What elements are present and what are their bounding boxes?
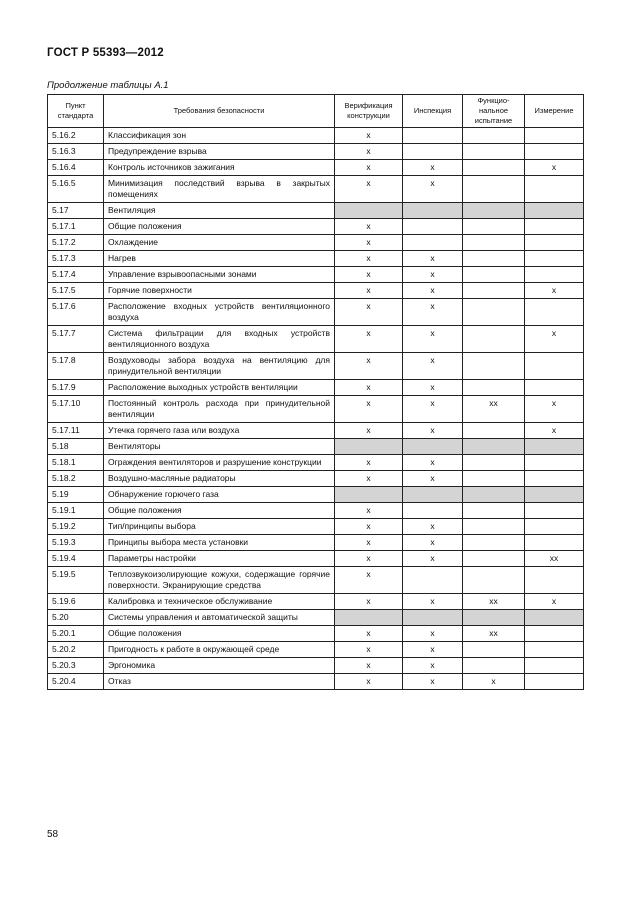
clause-number: 5.16.2 xyxy=(48,128,104,144)
inspection-mark: x xyxy=(403,519,463,535)
measurement-mark xyxy=(525,144,584,160)
requirement-text: Расположение входных устройств вентиляционного воздуха xyxy=(104,299,335,326)
requirement-text: Ограждения вентиляторов и разрушение конструкции xyxy=(104,455,335,471)
requirement-text: Утечка горячего газа или воздуха xyxy=(104,423,335,439)
measurement-mark: x xyxy=(525,594,584,610)
inspection-mark: x xyxy=(403,267,463,283)
clause-number: 5.19.2 xyxy=(48,519,104,535)
requirement-text: Калибровка и техническое обслуживание xyxy=(104,594,335,610)
inspection-mark: x xyxy=(403,642,463,658)
functional-test-mark xyxy=(463,380,525,396)
design-verification-mark: x xyxy=(335,658,403,674)
requirement-text: Отказ xyxy=(104,674,335,690)
requirement-text: Минимизация последствий взрыва в закрытых помещениях xyxy=(104,176,335,203)
functional-test-mark: xx xyxy=(463,594,525,610)
design-verification-mark: x xyxy=(335,674,403,690)
requirement-text: Общие положения xyxy=(104,503,335,519)
design-verification-mark: x xyxy=(335,160,403,176)
table-row xyxy=(48,176,584,203)
functional-test-mark xyxy=(463,471,525,487)
table-row xyxy=(48,283,584,299)
table-caption: Продолжение таблицы А.1 xyxy=(47,80,169,91)
table-row xyxy=(48,251,584,267)
clause-number: 5.17.3 xyxy=(48,251,104,267)
functional-test-mark xyxy=(463,423,525,439)
design-verification-mark: x xyxy=(335,353,403,380)
requirement-text: Тип/принципы выбора xyxy=(104,519,335,535)
table-row xyxy=(48,551,584,567)
table-row xyxy=(48,396,584,423)
functional-test-mark xyxy=(463,160,525,176)
inspection-mark: x xyxy=(403,251,463,267)
measurement-mark: x xyxy=(525,283,584,299)
design-verification-mark: x xyxy=(335,642,403,658)
inspection-mark: x xyxy=(403,176,463,203)
requirement-text: Обнаружение горючего газа xyxy=(104,487,335,503)
requirements-table xyxy=(47,94,584,690)
design-verification-mark: x xyxy=(335,267,403,283)
design-verification-mark: x xyxy=(335,380,403,396)
design-verification-mark: x xyxy=(335,219,403,235)
inspection-mark xyxy=(403,487,463,503)
clause-number: 5.17.10 xyxy=(48,396,104,423)
requirement-text: Пригодность к работе в окружающей среде xyxy=(104,642,335,658)
design-verification-mark: x xyxy=(335,594,403,610)
functional-test-mark xyxy=(463,455,525,471)
inspection-mark: x xyxy=(403,299,463,326)
inspection-mark xyxy=(403,219,463,235)
measurement-mark xyxy=(525,353,584,380)
measurement-mark xyxy=(525,610,584,626)
functional-test-mark xyxy=(463,551,525,567)
functional-test-mark xyxy=(463,176,525,203)
clause-number: 5.18 xyxy=(48,439,104,455)
table-row xyxy=(48,674,584,690)
inspection-mark xyxy=(403,610,463,626)
measurement-mark xyxy=(525,128,584,144)
clause-number: 5.17.2 xyxy=(48,235,104,251)
measurement-mark: x xyxy=(525,326,584,353)
clause-number: 5.17.5 xyxy=(48,283,104,299)
design-verification-mark: x xyxy=(335,176,403,203)
functional-test-mark xyxy=(463,128,525,144)
col-header-measurement: Измерение xyxy=(525,95,584,128)
measurement-mark xyxy=(525,251,584,267)
requirement-text: Система фильтрации для входных устройств вентиляционного воздуха xyxy=(104,326,335,353)
requirement-text: Охлаждение xyxy=(104,235,335,251)
functional-test-mark xyxy=(463,267,525,283)
measurement-mark xyxy=(525,503,584,519)
col-header-requirements: Требования безопасности xyxy=(104,95,335,128)
clause-number: 5.19.1 xyxy=(48,503,104,519)
table-header-row xyxy=(48,95,584,128)
design-verification-mark: x xyxy=(335,535,403,551)
inspection-mark: x xyxy=(403,326,463,353)
requirement-text: Нагрев xyxy=(104,251,335,267)
measurement-mark xyxy=(525,535,584,551)
table-row xyxy=(48,219,584,235)
measurement-mark: x xyxy=(525,396,584,423)
measurement-mark: x xyxy=(525,423,584,439)
inspection-mark: x xyxy=(403,455,463,471)
requirement-text: Воздуховоды забора воздуха на вентиляцию для принудительной вентиляции xyxy=(104,353,335,380)
section-row xyxy=(48,487,584,503)
table-row xyxy=(48,160,584,176)
table-row xyxy=(48,594,584,610)
functional-test-mark xyxy=(463,503,525,519)
functional-test-mark xyxy=(463,251,525,267)
clause-number: 5.16.4 xyxy=(48,160,104,176)
measurement-mark xyxy=(525,471,584,487)
inspection-mark: x xyxy=(403,658,463,674)
inspection-mark: x xyxy=(403,396,463,423)
design-verification-mark: x xyxy=(335,396,403,423)
design-verification-mark xyxy=(335,610,403,626)
design-verification-mark: x xyxy=(335,503,403,519)
clause-number: 5.17.1 xyxy=(48,219,104,235)
clause-number: 5.17.7 xyxy=(48,326,104,353)
table-row xyxy=(48,423,584,439)
measurement-mark xyxy=(525,658,584,674)
table-row xyxy=(48,144,584,160)
clause-number: 5.16.3 xyxy=(48,144,104,160)
functional-test-mark xyxy=(463,326,525,353)
table-row xyxy=(48,353,584,380)
clause-number: 5.17 xyxy=(48,203,104,219)
requirement-text: Предупреждение взрыва xyxy=(104,144,335,160)
design-verification-mark: x xyxy=(335,626,403,642)
requirement-text: Теплозвукоизолирующие кожухи, содержащие горячие поверхности. Экранирующие средства xyxy=(104,567,335,594)
measurement-mark xyxy=(525,267,584,283)
inspection-mark xyxy=(403,203,463,219)
section-row xyxy=(48,610,584,626)
col-header-inspection: Инспекция xyxy=(403,95,463,128)
inspection-mark: x xyxy=(403,353,463,380)
requirement-text: Общие положения xyxy=(104,626,335,642)
functional-test-mark xyxy=(463,203,525,219)
inspection-mark: x xyxy=(403,551,463,567)
clause-number: 5.17.11 xyxy=(48,423,104,439)
clause-number: 5.20.1 xyxy=(48,626,104,642)
measurement-mark xyxy=(525,380,584,396)
design-verification-mark xyxy=(335,439,403,455)
measurement-mark xyxy=(525,219,584,235)
requirement-text: Эргономика xyxy=(104,658,335,674)
requirement-text: Горячие поверхности xyxy=(104,283,335,299)
clause-number: 5.19 xyxy=(48,487,104,503)
inspection-mark: x xyxy=(403,160,463,176)
design-verification-mark: x xyxy=(335,471,403,487)
inspection-mark: x xyxy=(403,594,463,610)
requirement-text: Контроль источников зажигания xyxy=(104,160,335,176)
functional-test-mark xyxy=(463,658,525,674)
inspection-mark xyxy=(403,128,463,144)
functional-test-mark: xx xyxy=(463,626,525,642)
measurement-mark xyxy=(525,519,584,535)
inspection-mark: x xyxy=(403,471,463,487)
requirement-text: Параметры настройки xyxy=(104,551,335,567)
clause-number: 5.17.6 xyxy=(48,299,104,326)
requirement-text: Системы управления и автоматической защиты xyxy=(104,610,335,626)
functional-test-mark xyxy=(463,439,525,455)
inspection-mark xyxy=(403,567,463,594)
functional-test-mark xyxy=(463,283,525,299)
functional-test-mark xyxy=(463,519,525,535)
clause-number: 5.18.2 xyxy=(48,471,104,487)
inspection-mark: x xyxy=(403,535,463,551)
table-row xyxy=(48,503,584,519)
table-row xyxy=(48,128,584,144)
measurement-mark xyxy=(525,235,584,251)
measurement-mark xyxy=(525,299,584,326)
requirement-text: Классификация зон xyxy=(104,128,335,144)
table-row xyxy=(48,326,584,353)
requirement-text: Вентиляторы xyxy=(104,439,335,455)
clause-number: 5.19.5 xyxy=(48,567,104,594)
clause-number: 5.19.6 xyxy=(48,594,104,610)
requirement-text: Воздушно-масляные радиаторы xyxy=(104,471,335,487)
document-title: ГОСТ Р 55393—2012 xyxy=(47,47,164,59)
clause-number: 5.19.3 xyxy=(48,535,104,551)
table-row xyxy=(48,299,584,326)
table-row xyxy=(48,567,584,594)
requirement-text: Расположение выходных устройств вентиляции xyxy=(104,380,335,396)
inspection-mark xyxy=(403,144,463,160)
functional-test-mark xyxy=(463,642,525,658)
clause-number: 5.20.4 xyxy=(48,674,104,690)
functional-test-mark xyxy=(463,487,525,503)
inspection-mark: x xyxy=(403,626,463,642)
clause-number: 5.20 xyxy=(48,610,104,626)
table-row xyxy=(48,267,584,283)
inspection-mark: x xyxy=(403,283,463,299)
table-row xyxy=(48,380,584,396)
table-row xyxy=(48,658,584,674)
measurement-mark xyxy=(525,487,584,503)
measurement-mark xyxy=(525,626,584,642)
measurement-mark xyxy=(525,567,584,594)
requirement-text: Постоянный контроль расхода при принудительной вентиляции xyxy=(104,396,335,423)
inspection-mark xyxy=(403,503,463,519)
functional-test-mark: x xyxy=(463,674,525,690)
clause-number: 5.17.4 xyxy=(48,267,104,283)
measurement-mark xyxy=(525,642,584,658)
clause-number: 5.20.2 xyxy=(48,642,104,658)
design-verification-mark: x xyxy=(335,299,403,326)
functional-test-mark xyxy=(463,567,525,594)
design-verification-mark: x xyxy=(335,551,403,567)
functional-test-mark xyxy=(463,535,525,551)
measurement-mark: x xyxy=(525,160,584,176)
design-verification-mark: x xyxy=(335,128,403,144)
functional-test-mark xyxy=(463,299,525,326)
design-verification-mark: x xyxy=(335,326,403,353)
section-row xyxy=(48,203,584,219)
design-verification-mark xyxy=(335,487,403,503)
table-body xyxy=(48,128,584,690)
design-verification-mark: x xyxy=(335,144,403,160)
col-header-functional-test: Функцио-нальное испытание xyxy=(463,95,525,128)
functional-test-mark xyxy=(463,610,525,626)
functional-test-mark xyxy=(463,235,525,251)
measurement-mark xyxy=(525,674,584,690)
measurement-mark xyxy=(525,176,584,203)
functional-test-mark: xx xyxy=(463,396,525,423)
page-number: 58 xyxy=(47,829,59,840)
clause-number: 5.19.4 xyxy=(48,551,104,567)
measurement-mark xyxy=(525,439,584,455)
design-verification-mark: x xyxy=(335,423,403,439)
requirement-text: Принципы выбора места установки xyxy=(104,535,335,551)
table-row xyxy=(48,471,584,487)
inspection-mark: x xyxy=(403,380,463,396)
design-verification-mark xyxy=(335,203,403,219)
functional-test-mark xyxy=(463,219,525,235)
table-row xyxy=(48,455,584,471)
measurement-mark xyxy=(525,455,584,471)
design-verification-mark: x xyxy=(335,283,403,299)
inspection-mark xyxy=(403,439,463,455)
inspection-mark: x xyxy=(403,674,463,690)
inspection-mark xyxy=(403,235,463,251)
clause-number: 5.20.3 xyxy=(48,658,104,674)
table-row xyxy=(48,626,584,642)
requirement-text: Управление взрывоопасными зонами xyxy=(104,267,335,283)
col-header-clause: Пункт стандарта xyxy=(48,95,104,128)
clause-number: 5.16.5 xyxy=(48,176,104,203)
design-verification-mark: x xyxy=(335,567,403,594)
section-row xyxy=(48,439,584,455)
col-header-design-verification: Верификация конструкции xyxy=(335,95,403,128)
design-verification-mark: x xyxy=(335,251,403,267)
table-row xyxy=(48,519,584,535)
measurement-mark: xx xyxy=(525,551,584,567)
clause-number: 5.17.8 xyxy=(48,353,104,380)
clause-number: 5.18.1 xyxy=(48,455,104,471)
table-row xyxy=(48,235,584,251)
design-verification-mark: x xyxy=(335,455,403,471)
design-verification-mark: x xyxy=(335,235,403,251)
table-row xyxy=(48,642,584,658)
clause-number: 5.17.9 xyxy=(48,380,104,396)
functional-test-mark xyxy=(463,144,525,160)
measurement-mark xyxy=(525,203,584,219)
inspection-mark: x xyxy=(403,423,463,439)
design-verification-mark: x xyxy=(335,519,403,535)
requirement-text: Вентиляция xyxy=(104,203,335,219)
requirement-text: Общие положения xyxy=(104,219,335,235)
functional-test-mark xyxy=(463,353,525,380)
table-row xyxy=(48,535,584,551)
